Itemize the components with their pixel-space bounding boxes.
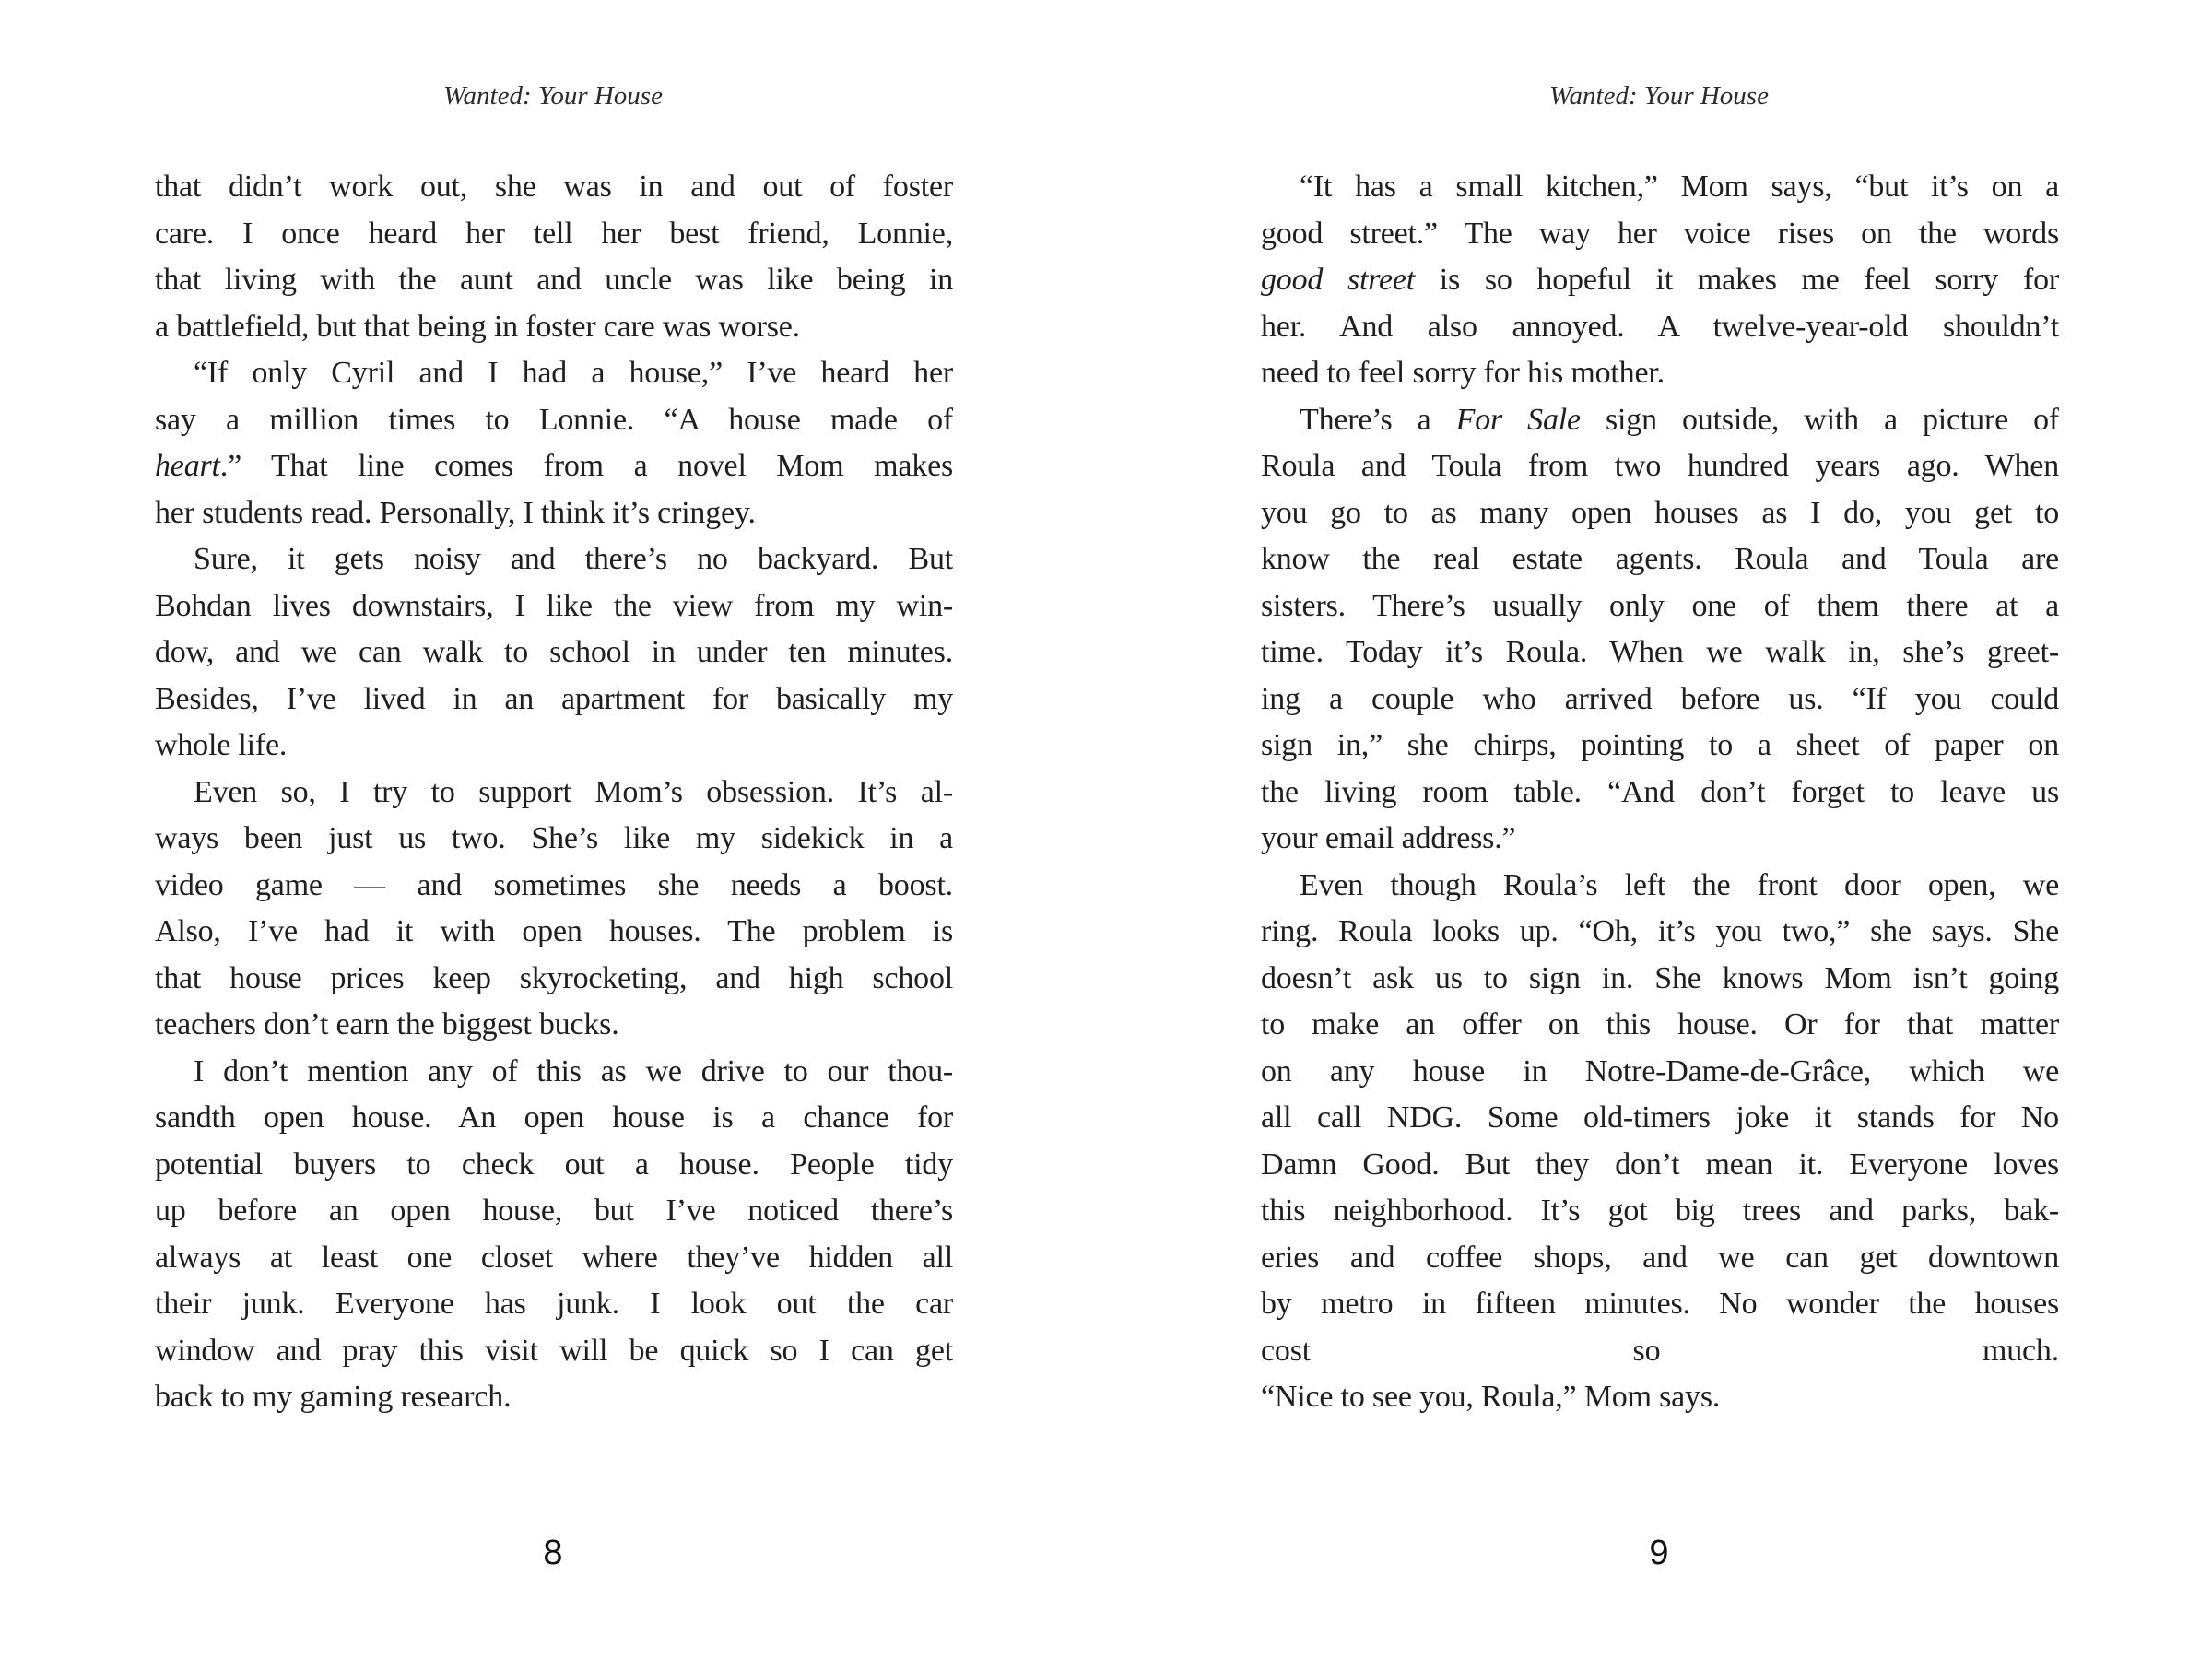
text-line: all call NDG. Some old-timers joke it stands for No	[1261, 1100, 2059, 1135]
page-body	[155, 164, 953, 1421]
text-line: heart.” That line comes from a novel Mom makes	[155, 449, 953, 483]
text-line: whole life.	[155, 728, 288, 762]
text-line: always at least one closet where they’ve hidden all	[155, 1240, 953, 1275]
book-page-right	[1106, 0, 2212, 1659]
text-line: “If only Cyril and I had a house,” I’ve heard her	[194, 356, 953, 390]
text-line: up before an open house, but I’ve noticed there’s	[155, 1194, 953, 1228]
text-line: on any house in Notre-Dame-de-Grâce, which we	[1261, 1053, 2059, 1088]
text-line: doesn’t ask us to sign in. She knows Mom isn’t going	[1261, 960, 2059, 995]
text-line: Besides, I’ve lived in an apartment for basically my	[155, 681, 953, 716]
text-line: this neighborhood. It’s got big trees and parks, bak-	[1261, 1194, 2059, 1228]
page-number: 9	[1649, 1534, 1669, 1572]
text-line: that house prices keep skyrocketing, and high school	[155, 960, 953, 995]
text-line: that living with the aunt and uncle was like being in	[155, 263, 953, 297]
text-line: Even though Roula’s left the front door open, we	[1300, 867, 2059, 902]
text-line: sisters. There’s usually only one of them there at a	[1261, 588, 2059, 623]
text-line: Bohdan lives downstairs, I like the view from my win-	[155, 588, 953, 623]
text-line: cost so much.	[1261, 1333, 2059, 1368]
text-line: ways been just us two. She’s like my sidekick in a	[155, 821, 953, 855]
text-line: her students read. Personally, I think it’s cringey.	[155, 495, 756, 530]
text-line: care. I once heard her tell her best friend, Lonnie,	[155, 216, 953, 251]
text-line: that didn’t work out, she was in and out of foster	[155, 170, 953, 204]
text-line: to make an offer on this house. Or for that matter	[1261, 1007, 2059, 1041]
page-body	[1261, 164, 2059, 1421]
text-line: time. Today it’s Roula. When we walk in, she’s greet-	[1261, 635, 2059, 669]
text-line: I don’t mention any of this as we drive to our thou-	[194, 1053, 953, 1088]
running-header: Wanted: Your House	[1549, 81, 1769, 111]
text-line: “Nice to see you, Roula,” Mom says.	[1261, 1380, 1721, 1414]
text-line: Damn Good. But they don’t mean it. Everyone loves	[1261, 1147, 2059, 1182]
text-line: Even so, I try to support Mom’s obsession. It’s al-	[194, 774, 953, 809]
text-line: their junk. Everyone has junk. I look out the car	[155, 1287, 953, 1321]
text-line: sign in,” she chirps, pointing to a sheet of paper on	[1261, 728, 2059, 762]
text-line: ing a couple who arrived before us. “If you could	[1261, 681, 2059, 716]
text-line: window and pray this visit will be quick so I can get	[155, 1333, 953, 1368]
text-line: There’s a For Sale sign outside, with a picture of	[1300, 402, 2059, 437]
text-line: your email address.”	[1261, 821, 1516, 855]
text-line: sandth open house. An open house is a chance for	[155, 1100, 953, 1135]
text-line: her. And also annoyed. A twelve-year-old shouldn’t	[1261, 309, 2059, 344]
text-line: good street is so hopeful it makes me feel sorry for	[1261, 263, 2059, 297]
text-line: ring. Roula looks up. “Oh, it’s you two,” she says. She	[1261, 914, 2059, 948]
text-line: video game — and sometimes she needs a boost.	[155, 867, 953, 902]
text-line: teachers don’t earn the biggest bucks.	[155, 1007, 619, 1041]
text-line: a battlefield, but that being in foster care was worse.	[155, 309, 800, 344]
text-line: by metro in fifteen minutes. No wonder the houses	[1261, 1287, 2059, 1321]
running-header: Wanted: Your House	[443, 81, 663, 111]
text-line: back to my gaming research.	[155, 1380, 512, 1414]
page-number: 8	[543, 1534, 563, 1572]
text-line: dow, and we can walk to school in under ten minutes.	[155, 635, 953, 669]
text-line: good street.” The way her voice rises on the words	[1261, 216, 2059, 251]
text-line: Roula and Toula from two hundred years ago. When	[1261, 449, 2059, 483]
text-line: Also, I’ve had it with open houses. The problem is	[155, 914, 953, 948]
text-line: you go to as many open houses as I do, you get to	[1261, 495, 2059, 530]
text-line: know the real estate agents. Roula and Toula are	[1261, 542, 2059, 576]
text-line: Sure, it gets noisy and there’s no backyard. But	[194, 542, 953, 576]
text-line: say a million times to Lonnie. “A house made of	[155, 402, 953, 437]
text-line: potential buyers to check out a house. People tidy	[155, 1147, 953, 1182]
text-line: eries and coffee shops, and we can get downtown	[1261, 1240, 2059, 1275]
text-line: the living room table. “And don’t forget to leave us	[1261, 774, 2059, 809]
text-line: “It has a small kitchen,” Mom says, “but it’s on a	[1300, 170, 2059, 204]
text-line: need to feel sorry for his mother.	[1261, 356, 1665, 390]
